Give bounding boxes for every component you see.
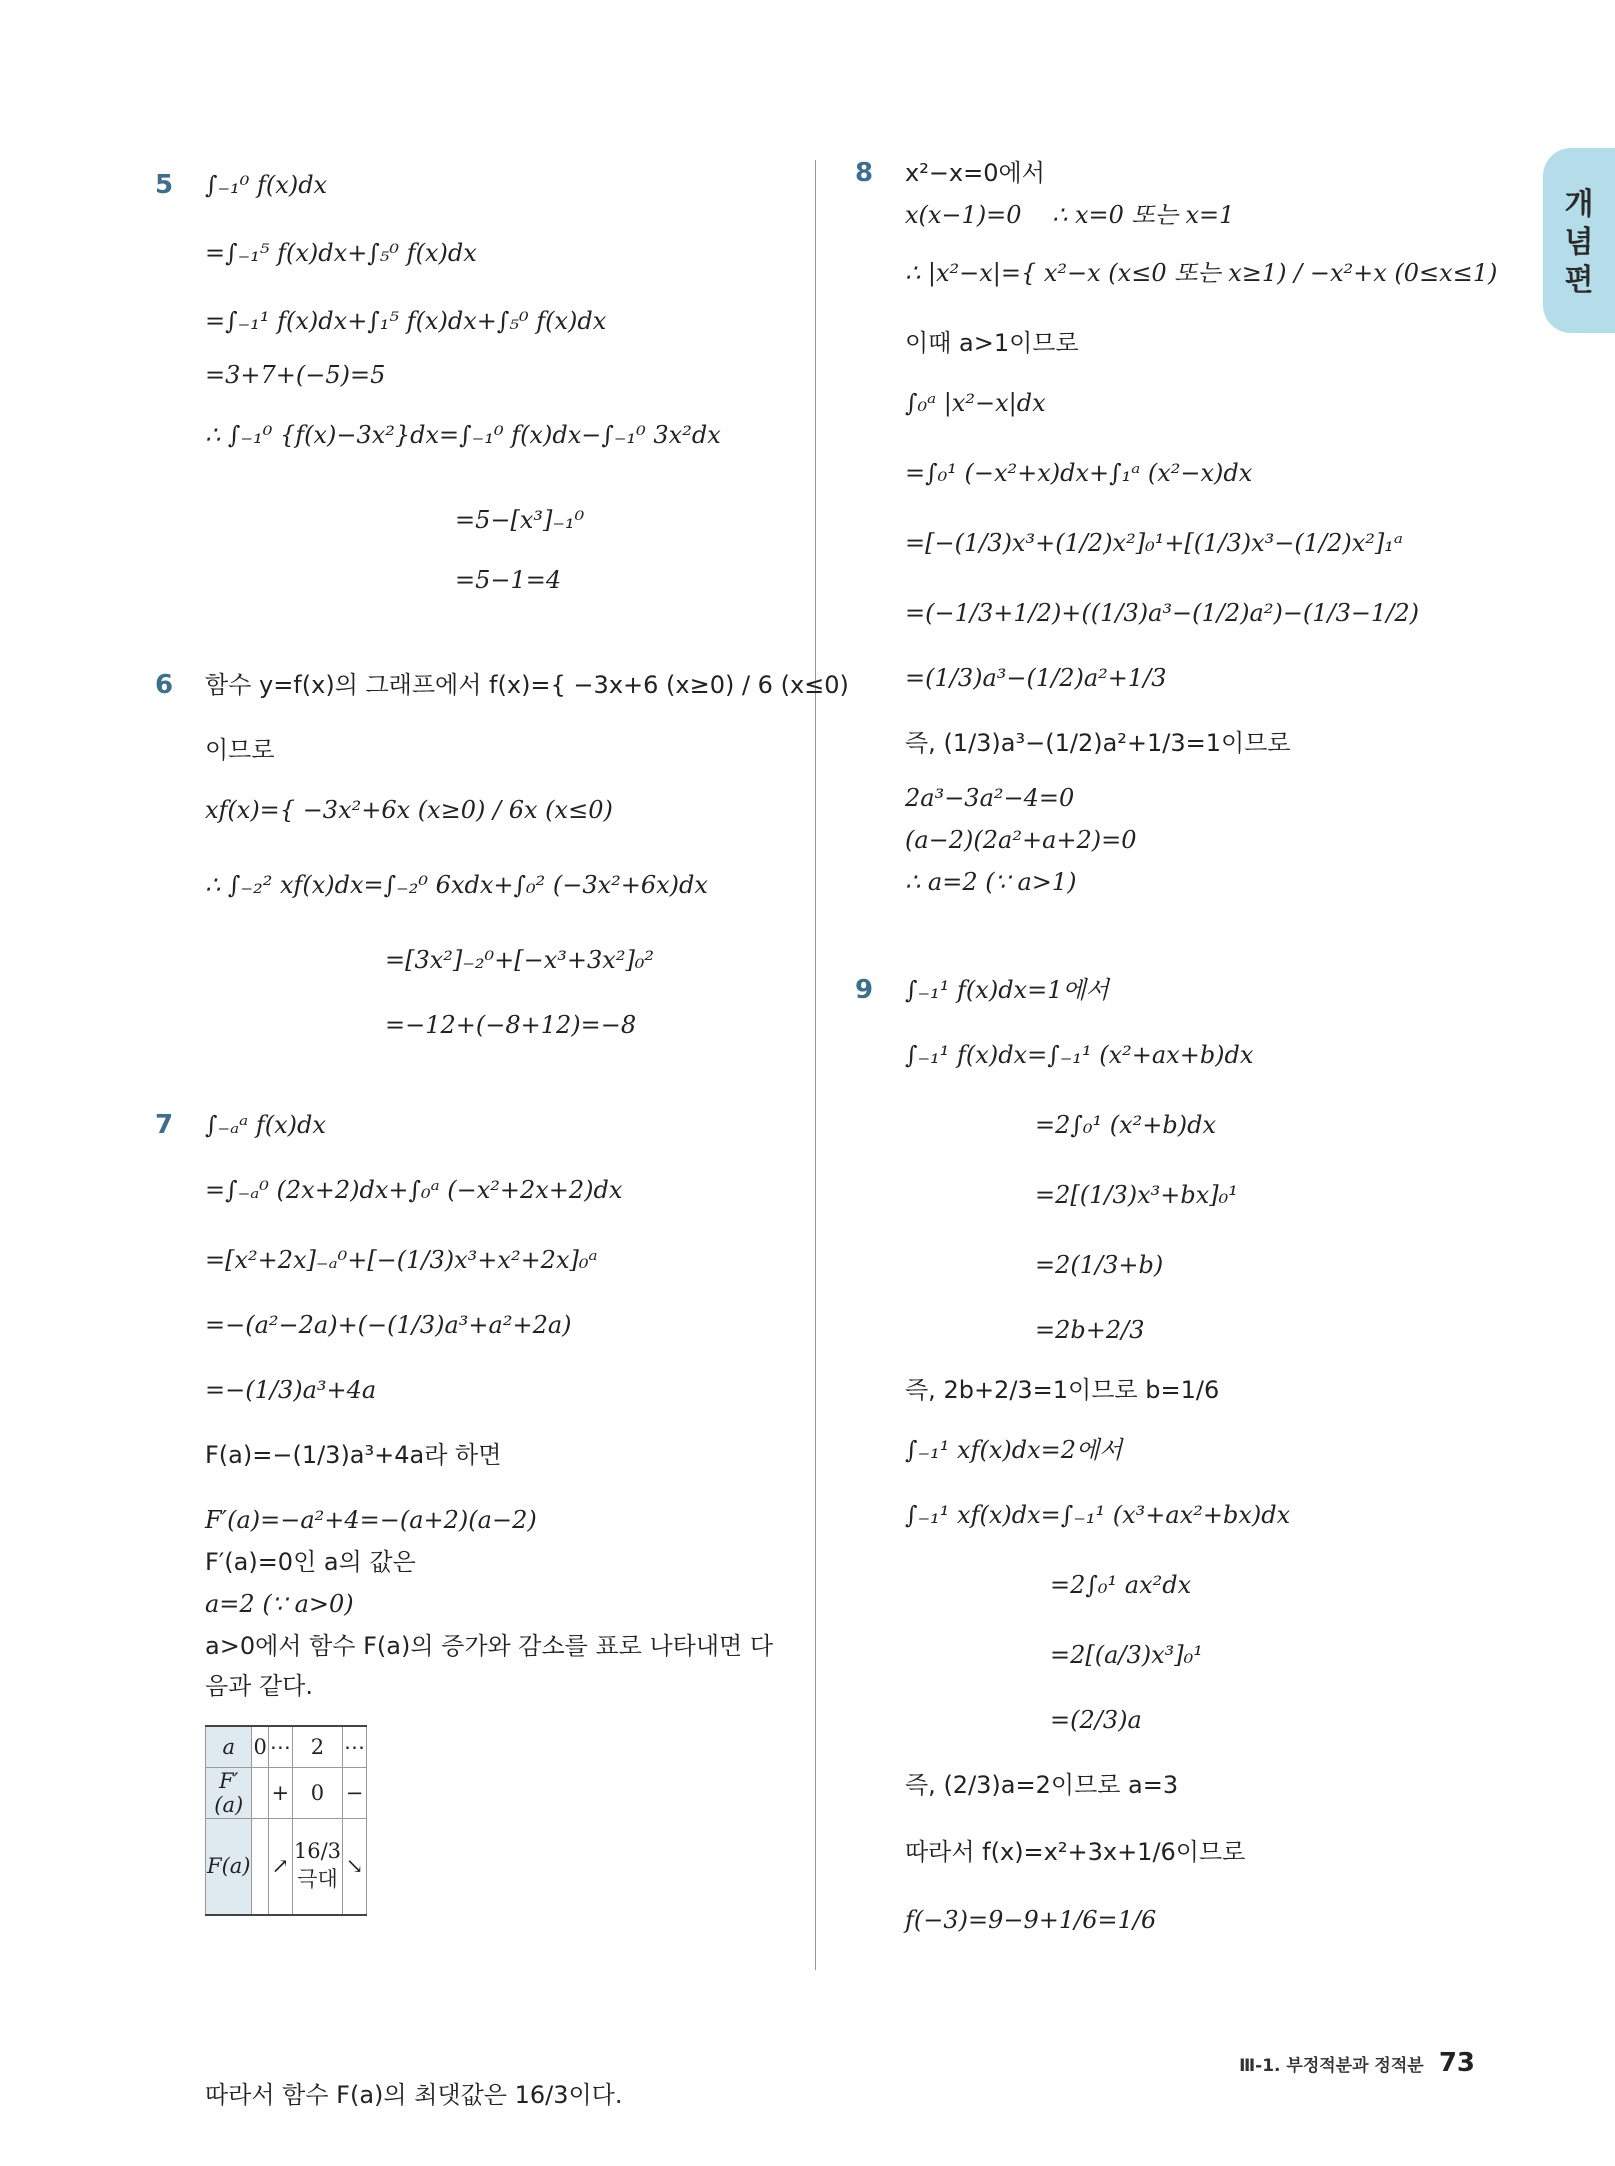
math-line: =[3x²]₋₂⁰+[−x³+3x²]₀² xyxy=(385,946,655,974)
table-row xyxy=(206,1768,367,1819)
math-line: =2∫₀¹ ax²dx xyxy=(1050,1571,1192,1599)
problem-number: 7 xyxy=(155,1110,174,1140)
math-line: ∫₋₁¹ f(x)dx=∫₋₁¹ (x²+ax+b)dx xyxy=(905,1041,1254,1069)
table-cell: 2 xyxy=(292,1726,342,1768)
math-line: =(2/3)a xyxy=(1050,1706,1142,1734)
math-line: =−12+(−8+12)=−8 xyxy=(385,1011,637,1039)
math-line: ∴ |x²−x|={ x²−x (x≤0 또는 x≥1) / −x²+x (0≤x≤1) xyxy=(905,259,1498,287)
text-line: 즉, 2b+2/3=1이므로 b=1/6 xyxy=(905,1376,1220,1404)
math-line: ∫₋₁¹ xf(x)dx=∫₋₁¹ (x³+ax²+bx)dx xyxy=(905,1501,1291,1529)
table-cell: F(a) xyxy=(206,1819,252,1915)
math-line: =∫₀¹ (−x²+x)dx+∫₁ᵃ (x²−x)dx xyxy=(905,459,1253,487)
side-tab-label: 개념편 xyxy=(1564,187,1594,298)
math-line: =∫₋₁⁵ f(x)dx+∫₅⁰ f(x)dx xyxy=(205,239,477,267)
math-line: =(1/3)a³−(1/2)a²+1/3 xyxy=(905,664,1167,692)
math-line: ∴ a=2 (∵ a>1) xyxy=(905,868,1077,896)
math-line: =2(1/3+b) xyxy=(1035,1251,1164,1279)
table-row xyxy=(206,1819,367,1915)
math-line: a=2 (∵ a>0) xyxy=(205,1590,354,1618)
text-line: 이때 a>1이므로 xyxy=(905,329,1079,357)
text-line: 즉, (2/3)a=2이므로 a=3 xyxy=(905,1771,1179,1799)
math-line: ∫₋₁¹ xf(x)dx=2에서 xyxy=(905,1436,1123,1464)
max-label: 극대 xyxy=(297,1867,338,1892)
math-line: =2∫₀¹ (x²+b)dx xyxy=(1035,1111,1217,1139)
table-cell: + xyxy=(268,1768,292,1819)
math-line: =[x²+2x]₋ₐ⁰+[−(1/3)x³+x²+2x]₀ᵃ xyxy=(205,1246,598,1274)
math-line: =2[(1/3)x³+bx]₀¹ xyxy=(1035,1181,1238,1209)
math-line: =∫₋ₐ⁰ (2x+2)dx+∫₀ᵃ (−x²+2x+2)dx xyxy=(205,1176,623,1204)
text-line: 함수 y=f(x)의 그래프에서 f(x)={ −3x+6 (x≥0) / 6 (x≤0) xyxy=(205,671,849,699)
math-line: ∫₀ᵃ |x²−x|dx xyxy=(905,389,1046,417)
math-line: ∫₋ₐᵃ f(x)dx xyxy=(205,1111,326,1139)
math-line: ∫₋₁¹ f(x)dx=1에서 xyxy=(905,976,1109,1004)
math-line: =3+7+(−5)=5 xyxy=(205,361,386,389)
problem-number: 9 xyxy=(855,975,874,1005)
table-cell: 0 xyxy=(252,1726,268,1768)
text-line: a>0에서 함수 F(a)의 증가와 감소를 표로 나타내면 다 xyxy=(205,1632,774,1660)
text-line: F(a)=−(1/3)a³+4a라 하면 xyxy=(205,1441,502,1469)
table-cell xyxy=(252,1819,268,1915)
math-line: =(−1/3+1/2)+((1/3)a³−(1/2)a²)−(1/3−1/2) xyxy=(905,599,1420,627)
math-line: f(−3)=9−9+1/6=1/6 xyxy=(905,1906,1157,1934)
text-line: F′(a)=0인 a의 값은 xyxy=(205,1548,416,1576)
math-line: x(x−1)=0 ∴ x=0 또는 x=1 xyxy=(905,201,1235,229)
math-line: F′(a)=−a²+4=−(a+2)(a−2) xyxy=(205,1506,537,1534)
text-line: 따라서 f(x)=x²+3x+1/6이므로 xyxy=(905,1838,1246,1866)
math-line: =−(a²−2a)+(−(1/3)a³+a²+2a) xyxy=(205,1311,572,1339)
math-line: =[−(1/3)x³+(1/2)x²]₀¹+[(1/3)x³−(1/2)x²]₁ᵃ xyxy=(905,529,1403,557)
table-row xyxy=(206,1726,367,1768)
table-cell: ↗ xyxy=(268,1819,292,1915)
problem-number: 5 xyxy=(155,170,174,200)
table-cell: ⋯ xyxy=(343,1726,367,1768)
table-cell: a xyxy=(206,1726,252,1768)
table-cell: ⋯ xyxy=(268,1726,292,1768)
table-cell: F′(a) xyxy=(206,1768,252,1819)
table-cell: − xyxy=(343,1768,367,1819)
table-cell: 0 xyxy=(292,1768,342,1819)
conclusion-line: 따라서 함수 F(a)의 최댓값은 16/3이다. xyxy=(205,2081,623,2109)
math-line: 2a³−3a²−4=0 xyxy=(905,784,1075,812)
math-line: =∫₋₁¹ f(x)dx+∫₁⁵ f(x)dx+∫₅⁰ f(x)dx xyxy=(205,307,607,335)
math-line: =−(1/3)a³+4a xyxy=(205,1376,377,1404)
math-line: ∴ ∫₋₁⁰ {f(x)−3x²}dx=∫₋₁⁰ f(x)dx−∫₋₁⁰ 3x²dx xyxy=(205,421,721,449)
max-value: 16/3 xyxy=(293,1839,342,1864)
problem-number: 6 xyxy=(155,670,174,700)
math-line: =5−1=4 xyxy=(455,566,562,594)
column-divider xyxy=(815,160,816,1970)
math-line: =2[(a/3)x³]₀¹ xyxy=(1050,1641,1203,1669)
problem-number: 8 xyxy=(855,158,874,188)
math-line: xf(x)={ −3x²+6x (x≥0) / 6x (x≤0) xyxy=(205,796,613,824)
text-line: 음과 같다. xyxy=(205,1672,313,1700)
math-line: =5−[x³]₋₁⁰ xyxy=(455,506,585,534)
side-tab xyxy=(1543,148,1615,333)
table-cell xyxy=(292,1819,342,1915)
table-cell xyxy=(252,1768,268,1819)
math-line: (a−2)(2a²+a+2)=0 xyxy=(905,826,1137,854)
table-cell: ↘ xyxy=(343,1819,367,1915)
page-number: 73 xyxy=(1438,2048,1475,2078)
text-line: 이므로 xyxy=(205,736,275,764)
page-footer xyxy=(1239,2048,1475,2078)
chapter-label: Ⅲ-1. 부정적분과 정적분 xyxy=(1239,2056,1424,2076)
math-line: =2b+2/3 xyxy=(1035,1316,1145,1344)
math-line: ∫₋₁⁰ f(x)dx xyxy=(205,171,328,199)
text-line: x²−x=0에서 xyxy=(905,159,1045,187)
math-line: ∴ ∫₋₂² xf(x)dx=∫₋₂⁰ 6xdx+∫₀² (−3x²+6x)dx xyxy=(205,871,708,899)
text-line: 즉, (1/3)a³−(1/2)a²+1/3=1이므로 xyxy=(905,729,1291,757)
increase-decrease-table xyxy=(205,1725,367,1916)
